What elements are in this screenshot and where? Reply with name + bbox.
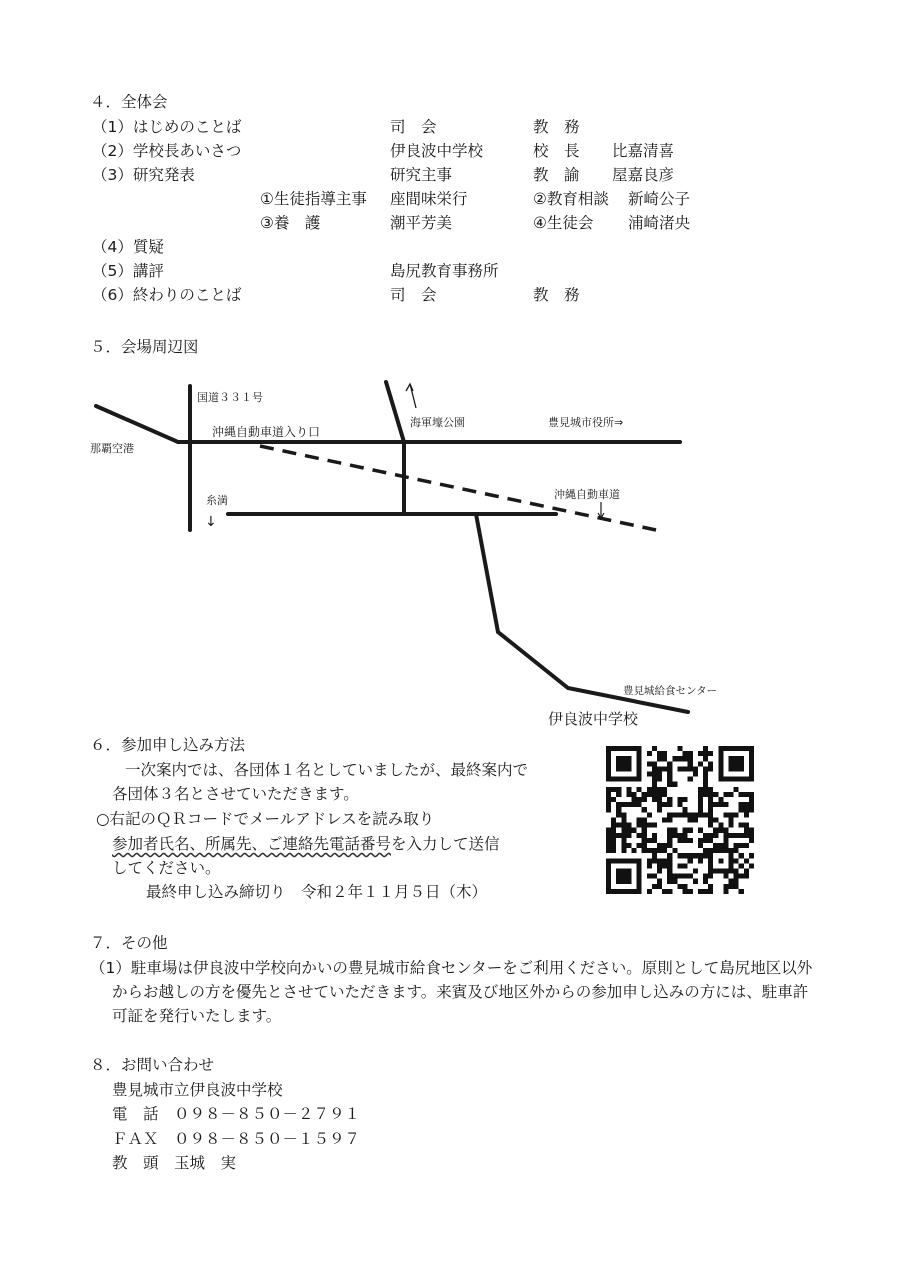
program-item-role: 教 諭	[533, 166, 580, 184]
program-item-label: （4）質疑	[92, 238, 164, 256]
qr-code-icon[interactable]	[606, 746, 754, 894]
section-7-heading: ７．その他	[90, 934, 168, 952]
s6-text: 各団体３名とさせていただきます。	[112, 785, 359, 803]
s6-text	[112, 834, 500, 854]
label-expressway: 沖縄自動車道	[554, 488, 620, 501]
label-expressway-entrance: 沖縄自動車道入り口	[212, 425, 321, 439]
section-5-heading: ５．会場周辺図	[90, 338, 199, 356]
s7-text: （1）駐車場は伊良波中学校向かいの豊見城市給食センターをご利用ください。原則として島尻地区以外	[90, 959, 813, 977]
contact-fax: ＦＡＸ ０９８－８５０－１５９７	[112, 1130, 361, 1148]
section-6-heading: ６．参加申し込み方法	[90, 736, 246, 754]
road-school	[476, 514, 688, 712]
program-item-org: 司 会	[390, 286, 437, 304]
program-item-role: 校 長	[533, 142, 580, 160]
label-city-hall: 豊見城市役所⇒	[548, 416, 624, 429]
park-arrow	[406, 384, 416, 408]
program-item-label: （1）はじめのことば	[92, 118, 242, 136]
presenter-name: 座間味栄行	[390, 190, 468, 208]
required-fields: 参加者氏名、所属先、ご連絡先電話番号	[112, 835, 392, 853]
road-park	[386, 382, 404, 514]
program-item-org: 伊良波中学校	[390, 142, 484, 160]
contact-school: 豊見城市立伊良波中学校	[112, 1081, 283, 1099]
label-itoman: 糸満	[206, 494, 228, 507]
label-route-331: 国道３３１号	[197, 391, 263, 404]
section-8-heading: ８．お問い合わせ	[90, 1056, 215, 1074]
s6-text: ○右記のＱＲコードでメールアドレスを読み取り	[96, 810, 435, 828]
contact-tel: 電 話 ０９８－８５０－２７９１	[112, 1105, 361, 1123]
s6-text-tail: を入力して送信	[391, 835, 500, 853]
program-item-label: （2）学校長あいさつ	[92, 142, 242, 160]
label-school: 伊良波中学校	[548, 710, 639, 728]
road-airport	[96, 406, 190, 442]
program-item-label: （5）講評	[92, 262, 164, 280]
s7-text: 可証を発行いたします。	[112, 1007, 282, 1025]
s6-text: 一次案内では、各団体１名としていましたが、最終案内で	[125, 761, 529, 779]
presenter-name: 潮平芳美	[390, 214, 453, 232]
venue-map	[60, 370, 780, 730]
program-item-label: （6）終わりのことば	[92, 286, 242, 304]
section-4-heading: ４．全体会	[90, 93, 168, 111]
itoman-arrow-icon: ↓	[205, 514, 217, 530]
program-item-role: 教 務	[533, 286, 580, 304]
program-item-org: 研究主事	[390, 166, 453, 184]
label-park: 海軍壕公園	[410, 416, 465, 429]
presenter-title: ④生徒会	[533, 214, 594, 232]
presenter-name: 浦崎渚央	[628, 214, 691, 232]
presenter-title: ②教育相談	[533, 190, 609, 208]
expressway-arrow	[598, 502, 604, 518]
program-item-org: 島尻教育事務所	[390, 262, 499, 280]
program-item-name: 屋嘉良彦	[612, 166, 675, 184]
presenter-title: ①生徒指導主事	[260, 190, 367, 208]
presenter-name: 新崎公子	[628, 190, 691, 208]
s7-text: からお越しの方を優先とさせていただきます。来賓及び地区外からの参加申し込みの方には、駐車許	[112, 983, 809, 1001]
label-airport: 那覇空港	[90, 442, 134, 455]
program-item-org: 司 会	[390, 118, 437, 136]
program-item-label: （3）研究発表	[92, 166, 195, 184]
deadline: 最終申し込み締切り 令和２年１１月５日（木）	[146, 883, 488, 901]
contact-person: 教 頭 玉城 実	[112, 1154, 237, 1172]
label-lunch-center: 豊見城給食センター	[623, 685, 718, 697]
program-item-name: 比嘉清喜	[612, 142, 675, 160]
program-item-role: 教 務	[533, 118, 580, 136]
presenter-title: ③養 護	[260, 214, 321, 232]
s6-text: してください。	[112, 859, 221, 877]
